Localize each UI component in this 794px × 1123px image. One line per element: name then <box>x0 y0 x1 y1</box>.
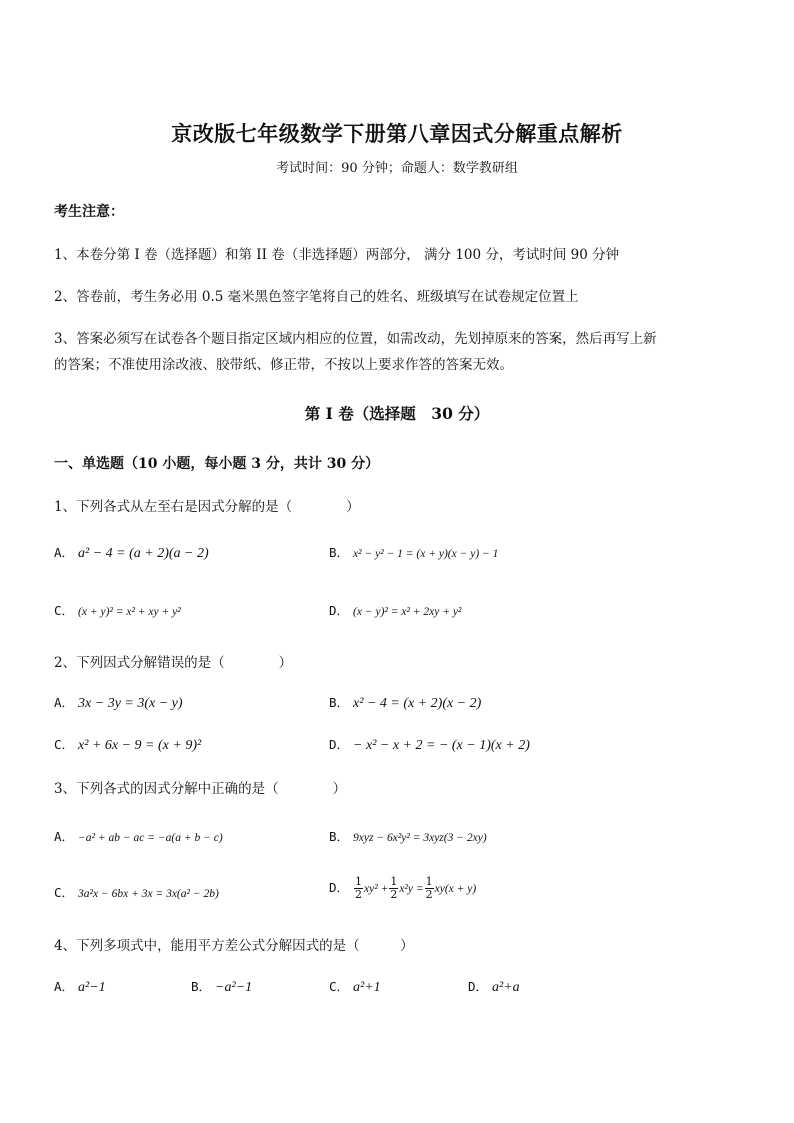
option-letter: A． <box>54 545 75 560</box>
option-text: −a² + ab − ac = −a(a + b − c) <box>78 832 223 844</box>
question-1-option-c[interactable] <box>54 601 181 619</box>
question-1-option-d[interactable] <box>329 601 461 619</box>
option-text: 3x − 3y = 3(x − y) <box>78 696 183 711</box>
question-2-option-a[interactable] <box>54 693 183 712</box>
question-2-option-c[interactable] <box>54 735 201 754</box>
question-3-option-d[interactable] <box>329 876 476 901</box>
option-text: −a²−1 <box>215 980 253 995</box>
question-3-option-b[interactable] <box>329 827 487 845</box>
question-3-option-a[interactable] <box>54 827 223 845</box>
page-title: 京改版七年级数学下册第八章因式分解重点解析 <box>171 121 623 146</box>
option-text: − x² − x + 2 = − (x − 1)(x + 2) <box>353 738 530 753</box>
notice-item-3-cont: 的答案；不准使用涂改液、胶带纸、修正带，不按以上要求作答的答案无效。 <box>54 357 513 373</box>
question-2-option-d[interactable] <box>329 735 530 754</box>
option-text: x² − y² − 1 = (x + y)(x − y) − 1 <box>353 548 499 560</box>
option-text-part: xy(x + y) <box>434 883 477 895</box>
part1-title: 第 I 卷（选择题 30 分） <box>304 404 490 423</box>
notice-item-1: 1、本卷分第 I 卷（选择题）和第 II 卷（非选择题）两部分， 满分 100 分，考试时间 90 分钟 <box>54 247 620 263</box>
section-heading: 一、单选题（10 小题，每小题 3 分，共计 30 分） <box>54 456 380 472</box>
option-text: x² + 6x − 9 = (x + 9)² <box>78 738 202 753</box>
option-letter: A． <box>54 829 75 844</box>
option-letter: D． <box>468 979 489 994</box>
fraction-half: $\frac{1}{2}$ <box>355 875 363 901</box>
question-1-option-a[interactable] <box>54 543 209 562</box>
option-text: a² − 4 = (a + 2)(a − 2) <box>78 546 209 561</box>
question-4-option-b[interactable] <box>191 977 252 996</box>
option-text: 9xyz − 6x²y² = 3xyz(3 − 2xy) <box>353 832 487 844</box>
option-text: (x + y)² = x² + xy + y² <box>78 606 181 618</box>
option-letter: B． <box>329 695 350 710</box>
option-text-part: xy² + <box>364 883 389 895</box>
question-1-option-b[interactable] <box>329 543 498 561</box>
option-letter: B． <box>329 545 350 560</box>
notice-item-3: 3、答案必须写在试卷各个题目指定区域内相应的位置，如需改动，先划掉原来的答案，然后再写上新 <box>54 331 657 347</box>
option-letter: D． <box>329 737 350 752</box>
option-letter: C． <box>54 603 75 618</box>
question-3-option-c[interactable] <box>54 883 219 901</box>
option-text: a²−1 <box>78 980 106 995</box>
notice-item-2: 2、答卷前，考生务必用 0.5 毫米黑色签字笔将自己的姓名、班级填写在试卷规定位置上 <box>54 289 579 305</box>
question-4-stem: 4、下列多项式中，能用平方差公式分解因式的是（ ） <box>54 938 414 954</box>
question-4-option-c[interactable] <box>329 977 381 996</box>
notice-heading: 考生注意： <box>54 204 124 220</box>
option-letter: D． <box>329 603 350 618</box>
exam-subtitle: 考试时间：90 分钟；命题人：数学教研组 <box>276 161 518 176</box>
option-letter: A． <box>54 695 75 710</box>
option-letter: C． <box>329 979 350 994</box>
option-letter: C． <box>54 737 75 752</box>
question-3-stem: 3、下列各式的因式分解中正确的是（ ） <box>54 781 347 797</box>
question-4-option-d[interactable] <box>468 977 520 996</box>
option-letter: D． <box>329 880 350 895</box>
option-text: a²+a <box>492 980 520 995</box>
option-text: a²+1 <box>353 980 381 995</box>
option-letter: C． <box>54 885 75 900</box>
option-text: x² − 4 = (x + 2)(x − 2) <box>353 696 482 711</box>
option-letter: A． <box>54 979 75 994</box>
option-text: 3a²x − 6bx + 3x = 3x(a² − 2b) <box>78 888 219 900</box>
option-text: (x − y)² = x² + 2xy + y² <box>353 606 462 618</box>
option-letter: B． <box>329 829 350 844</box>
option-text-part: x²y = <box>399 883 424 895</box>
question-2-option-b[interactable] <box>329 693 481 712</box>
option-letter: B． <box>191 979 212 994</box>
question-1-stem: 1、下列各式从左至右是因式分解的是（ ） <box>54 499 360 515</box>
question-4-option-a[interactable] <box>54 977 106 996</box>
question-2-stem: 2、下列因式分解错误的是（ ） <box>54 655 293 671</box>
fraction-half: $\frac{1}{2}$ <box>390 875 398 901</box>
fraction-half: $\frac{1}{2}$ <box>425 875 433 901</box>
